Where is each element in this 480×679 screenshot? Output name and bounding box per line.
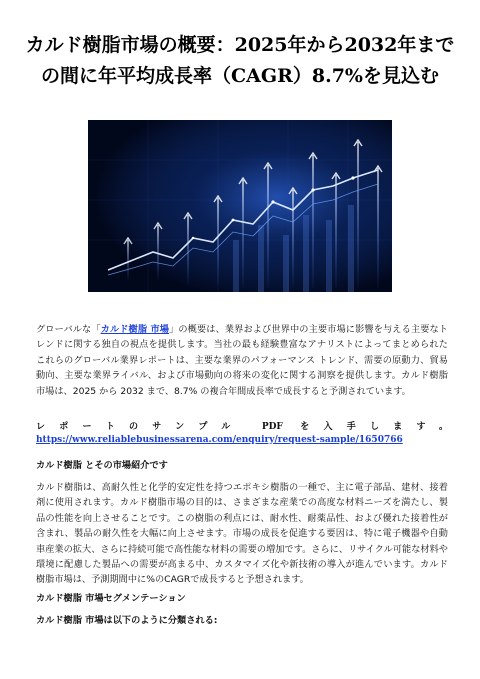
sample-request-paragraph <box>36 421 448 447</box>
title-line-2: の間に年平均成長率（CAGR）8.7%を見込む <box>41 65 439 87</box>
hero-graphic <box>88 120 392 292</box>
sample-request-link[interactable]: https://www.reliablebusinessarena.com/enquiry/request-sample/1650766 <box>36 435 403 445</box>
intro-paragraph <box>36 322 448 399</box>
market-intro-paragraph: カルド樹脂は、高耐久性と化学的安定性を持つエポキシ樹脂の一種で、主に電子部品、建材、接着剤に使用されます。カルド樹脂市場の目的は、さまざまな産業での高度な材料ニーズを満たし、製品の性能を向上させることです。この樹脂の利点には、耐水性、耐薬品性、および優れた接着性が含まれ、製品の耐久性を大幅に向上させます。市場の成長を促進する要因は、特に電子機器や自動車産業の拡大、さらに持続可能で高性能な材料の需要の増加です。さらに、リサイクル可能な材料や環境に配慮した製品への需要が高まる中、カスタマイズ化や新技術の導入が進んでいます。カルド樹脂市場は、予測期間中に%のCAGRで成長すると予想されます。 <box>36 482 448 586</box>
market-link[interactable]: カルド樹脂 市場 <box>100 324 170 335</box>
segmentation-heading: カルド樹脂 市場セグメンテーション <box>36 593 186 604</box>
page-title <box>22 30 458 92</box>
intro-body-text: 」の概要は、業界および世界中の主要市場に影響を与える主要なトレンドに関する独自の視点を提供します。当社の最も経験豊富なアナリストによってまとめられたこれらのグローバル業界レポートは、主要な業界のパフォーマンス トレンド、需要の原動力、貿易動向、主要な業界ライバル、および市場動向の将来の変化に関する洞察を提供します。カルド樹脂 市場は、2025 から 2032 まで、8.7% の複合年間成長率で成長すると予測されています。 <box>36 324 448 397</box>
classification-heading: カルド樹脂 市場は以下のように分類される: <box>36 615 218 626</box>
rising-arrows-chart-image <box>88 120 392 292</box>
intro-heading: カルド樹脂 とその市場紹介です <box>36 460 168 471</box>
sample-label: レポートのサンプル PDF を入手します。 <box>36 422 448 432</box>
intro-prefix: グローバルな「 <box>36 324 101 335</box>
title-line-1: カルド樹脂市場の概要：2025年から2032年まで <box>25 34 455 56</box>
